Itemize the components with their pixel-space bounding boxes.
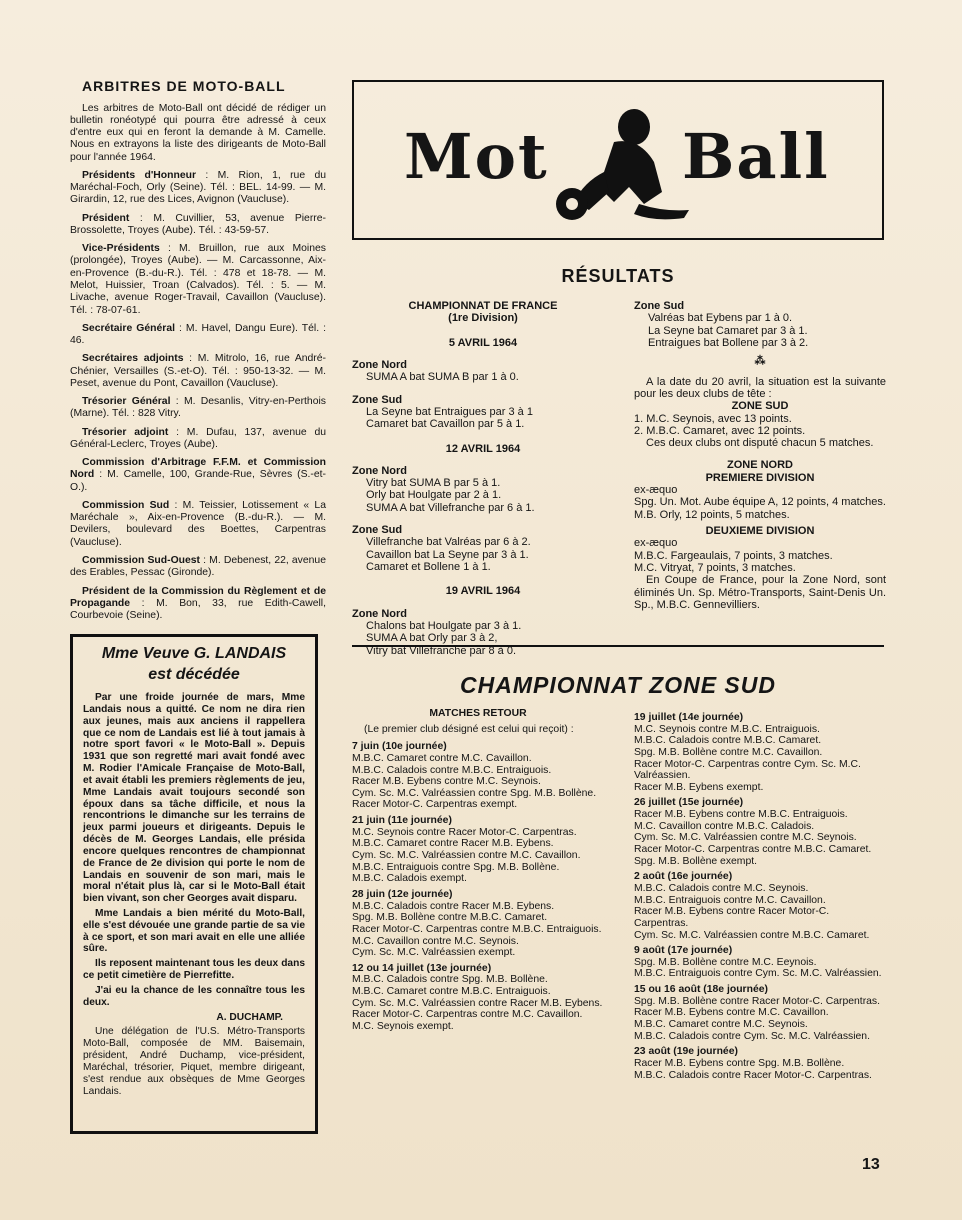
result-line: La Seyne bat Entraigues par 3 à 1 [366, 405, 533, 418]
div2-standings [634, 537, 886, 574]
motorcycle-rider-icon [544, 92, 694, 232]
article-intro: Les arbitres de Moto-Ball ont décidé de rédiger un bulletin ronéotypé qui pourra être adressé à ceux d'entre eux qui en feront la demande à M. Camelle. Nous en extrayons la liste des dirigeants de Moto-Ball pour l'année 1964. [70, 102, 326, 163]
zone-sud-standings [634, 413, 886, 438]
match-item: Cym. Sc. M.C. Valréassien contre Spg. M.B. Bollène. [352, 787, 597, 799]
championship-heading: CHAMPIONNAT DE FRANCE [408, 300, 558, 312]
match-item: M.B.C. Entraiguois contre Cym. Sc. M.C. Valréassien. [634, 968, 882, 980]
zone-sud-heading: ZONE SUD [731, 400, 789, 413]
match-item: M.B.C. Caladois exempt. [352, 873, 467, 885]
match-item: M.B.C. Caladois contre M.C. Seynois. [634, 882, 809, 894]
match-item: M.C. Seynois contre Racer Motor-C. Carpentras. [352, 826, 577, 838]
result-line: Camaret et Bollene 1 à 1. [366, 561, 491, 573]
results-column-2 [634, 300, 886, 611]
obituary-paragraph: Ils reposent maintenant tous les deux dans ce petit cimetière de Pierrefitte. [83, 958, 305, 982]
matchday-heading: 12 ou 14 juillet (13e journée) [352, 962, 492, 974]
schedule-days [352, 741, 604, 1032]
division-heading: (1re Division) [448, 312, 518, 325]
official-role: Secrétaire Général [82, 322, 175, 334]
zone-heading: Zone Sud [634, 300, 685, 312]
match-item: Spg. M.B. Bollène exempt. [634, 855, 758, 867]
logo-text-right: Ball [682, 120, 830, 193]
match-item: M.B.C. Entraiguois contre Spg. M.B. Bollène. [352, 861, 560, 873]
logo-text-left: Mot [404, 120, 549, 193]
official-entry [70, 457, 326, 494]
official-entry [70, 500, 326, 549]
result-line: Vitry bat Villefranche par 8 à 0. [366, 644, 517, 657]
match-item: Spg. M.B. Bollène contre Racer Motor-C. Carpentras. [634, 995, 881, 1007]
zone-heading: Zone Nord [352, 464, 407, 477]
schedule-note: (Le premier club désigné est celui qui reçoit) : [364, 723, 574, 735]
div1-standings [634, 484, 886, 521]
official-role: Présidents d'Honneur [82, 169, 197, 181]
result-line: Orly bat Houlgate par 2 à 1. [366, 489, 502, 502]
standing-item: ex-æquo [634, 537, 678, 550]
result-line: Villefranche bat Valréas par 6 à 2. [366, 536, 531, 549]
results-by-date [352, 337, 614, 657]
match-item: Cym. Sc. M.C. Valréassien contre Racer M.B. Eybens. [352, 997, 603, 1009]
official-entry [70, 213, 326, 238]
match-item: M.C. Seynois contre M.B.C. Entraiguois. [634, 723, 820, 735]
match-item: Spg. M.B. Bollène contre M.C. Cavaillon. [634, 746, 823, 758]
official-details: : M. Bruillon, rue aux Moines (prolongée), Troyes (Aube). — M. Carcassonne, Aix-en-Provence (B.-du-R.). Tél. : 478 et 18-78. — M. Melot, Huissier, Troan (Calvados). Tél. : 5. — M. Livache, avenue Roger-Travail, Cavaillon (Vaucluse). Tél. : 78-07-61. [70, 243, 326, 316]
obituary-paragraph: J'ai eu la chance de les connaître tous les deux. [83, 984, 305, 1008]
result-line: SUMA A bat SUMA B par 1 à 0. [366, 371, 519, 384]
standing-item: M.B. Orly, 12 points, 5 matches. [634, 508, 790, 521]
official-role: Secrétaires adjoints [82, 353, 184, 365]
match-date: 12 AVRIL 1964 [445, 442, 521, 455]
matchday-heading: 9 août (17e journée) [634, 945, 733, 957]
official-role: Trésorier adjoint [82, 426, 169, 438]
official-details: : M. Teissier, Lotissement « La Maréchale », Aix-en-Provence (B.-du-R.). — M. Devilers, boulevard des Boettes, Carpentras (Vaucluse). [70, 499, 326, 548]
schedule-subtitle: MATCHES RETOUR [429, 708, 527, 719]
official-details: : M. Havel, Dangu Eure). Tél. : 46. [70, 322, 326, 347]
match-item: Racer Motor-C. Carpentras contre Cym. Sc. M.C. Valréassien. [634, 758, 861, 782]
page-number: 13 [862, 1156, 880, 1173]
matchday-heading: 21 juin (11e journée) [352, 815, 452, 827]
match-item: Racer M.B. Eybens exempt. [634, 781, 764, 793]
match-item: M.C. Seynois exempt. [352, 1021, 454, 1033]
matchday-heading: 23 août (19e journée) [634, 1046, 738, 1058]
match-item: Racer M.B. Eybens contre Racer Motor-C. Carpentras. [634, 906, 830, 929]
match-item: M.B.C. Caladois contre Racer Motor-C. Carpentras. [634, 1069, 872, 1081]
match-item: Racer Motor-C. Carpentras contre M.B.C. Camaret. [634, 844, 872, 856]
schedule-column-2 [634, 708, 886, 1081]
match-item: M.B.C. Caladois contre M.B.C. Camaret. [634, 735, 822, 747]
situation-text: A la date du 20 avril, la situation est la suivante pour les deux clubs de tête : [634, 375, 886, 400]
section-divider [352, 645, 884, 647]
result-line: Vitry bat SUMA B par 5 à 1. [366, 477, 501, 490]
obituary-paragraph: Une délégation de l'U.S. Métro-Transports Moto-Ball, composée de MM. Baisemain, président, André Duchamp, vice-président, Maréchal, trésorier, Piquet, membre dirigeant, s'est rendue aux obsèques de Mme Georges Landais. [83, 1026, 305, 1097]
obituary-paragraph: Par une froide journée de mars, Mme Landais nous a quitté. Ce nom ne dira rien aux jeunes, mais aux anciens il rappellera que ce nom de Landais est lié à tout jamais à notre sport favori « le Moto-Ball ». Depuis 1931 que son regretté mari avait fondé avec M. Rodier l'Amicale Française de Moto-Ball, et avait établi les premiers règlements de jeu, Mme Landais avait toujours secondé son époux dans sa tâche difficile, et nous la rencontrions le dimanche sur les terrains de jeux parmi joueurs et dirigeants. Depuis le décès de M. Georges Landais, elle présida encore quelques rencontres de championnat de France de 2e division qui porte le nom de Landais en souvenir de son mari, mais le moral n'était plus là, car si le Moto-Ball était bien vivant, son cher Georges avait disparu. [83, 692, 305, 905]
referees-article [70, 78, 326, 628]
official-details: : M. Camelle, 100, Grande-Rue, Sèvres (S.-et-O.). [70, 469, 326, 493]
obituary-paragraph: Mme Landais a bien mérité du Moto-Ball, elle s'est dévouée une grande partie de sa vie à ce sport, et son mari avait en elle une alliée sûre. [83, 908, 305, 955]
standing-item: Spg. Un. Mot. Aube équipe A, 12 points, 4 matches. [634, 496, 886, 509]
match-item: M.C. Cavaillon contre M.C. Seynois. [352, 935, 519, 947]
standing-item: 2. M.B.C. Camaret, avec 12 points. [634, 424, 806, 437]
official-role: Commission Sud-Ouest [82, 555, 201, 567]
official-role: Commission d'Arbitrage F.F.M. et Commission Nord [70, 457, 326, 481]
match-item: M.B.C. Entraiguois contre M.C. Cavaillon. [634, 894, 826, 906]
zone-heading: Zone Nord [352, 358, 407, 371]
official-role: Vice-Présidents [82, 243, 160, 255]
matchday-heading: 15 ou 16 août (18e journée) [634, 984, 768, 996]
zone-heading: Zone Sud [352, 524, 403, 537]
result-line: Valréas bat Eybens par 1 à 0. [648, 312, 793, 325]
div2-heading: DEUXIEME DIVISION [705, 525, 815, 537]
match-item: Racer M.B. Eybens contre Spg. M.B. Bollène. [634, 1057, 845, 1069]
match-item: M.B.C. Camaret contre Racer M.B. Eybens. [352, 838, 554, 850]
coupe-text: En Coupe de France, pour la Zone Nord, sont éliminés Un. Sp. Métro-Transports, Saint-Denis Un. Sp., M.B.C. Gennevilliers. [634, 574, 886, 611]
match-item: Racer Motor-C. Carpentras exempt. [352, 799, 518, 811]
matchday-heading: 2 août (16e journée) [634, 871, 733, 883]
match-item: Racer M.B. Eybens contre M.C. Seynois. [352, 776, 541, 788]
match-item: Racer Motor-C. Carpentras contre M.C. Cavaillon. [352, 1009, 583, 1021]
standing-item: M.C. Vitryat, 7 points, 3 matches. [634, 561, 796, 574]
result-line: Camaret bat Cavaillon par 5 à 1. [366, 418, 525, 431]
official-details: : M. Mitrolo, 16, rue André-Chénier, Versailles (S.-et-O). Tél. : 950-13-32. — M. Peset, avenue du Pont, Cavaillon (Vaucluse). [70, 353, 327, 389]
div1-heading: PREMIERE DIVISION [705, 471, 815, 484]
match-item: Cym. Sc. M.C. Valréassien contre M.C. Seynois. [634, 832, 857, 844]
official-details: : M. Rion, 1, rue du Maréchal-Foch, Orly (Seine). Tél. : BEL. 14-99. — M. Girardin, 12, rue des Lices, Avignon (Vaucluse). [70, 169, 326, 206]
official-details: : M. Cuvillier, 53, avenue Pierre-Brossolette, Troyes (Aube). Tél. : 43-59-57. [70, 212, 326, 236]
officials-list [70, 170, 326, 623]
match-item: Cym. Sc. M.C. Valréassien contre M.C. Cavaillon. [352, 850, 581, 862]
match-item: Racer M.B. Eybens contre M.C. Cavaillon. [634, 1007, 829, 1019]
matchday-heading: 28 juin (12e journée) [352, 888, 453, 900]
result-line: La Seyne bat Camaret par 3 à 1. [648, 324, 808, 337]
obituary-box [70, 634, 318, 1134]
official-entry [70, 353, 326, 390]
official-role: Président [82, 212, 130, 224]
results-title: RÉSULTATS [561, 266, 675, 286]
official-role: Trésorier Général [82, 396, 171, 408]
obituary-title: Mme Veuve G. LANDAIS [101, 645, 287, 662]
match-item: M.B.C. Camaret contre M.C. Seynois. [634, 1019, 808, 1031]
standing-item: M.B.C. Fargeaulais, 7 points, 3 matches. [634, 549, 833, 562]
result-line: SUMA A bat Villefranche par 6 à 1. [366, 501, 535, 514]
match-item: Racer M.B. Eybens contre M.B.C. Entraiguois. [634, 809, 848, 821]
result-line: SUMA A bat Orly par 3 à 2, [366, 632, 498, 645]
match-item: Spg. M.B. Bollène contre M.B.C. Camaret. [352, 912, 548, 924]
standing-item: 1. M.C. Seynois, avec 13 points. [634, 412, 792, 425]
result-line: Cavaillon bat La Seyne par 3 à 1. [366, 548, 529, 561]
match-date: 19 AVRIL 1964 [445, 585, 521, 598]
championship-zone-sud-title: CHAMPIONNAT ZONE SUD [459, 672, 776, 698]
official-entry [70, 396, 326, 421]
separator-glyph: ⁂ [754, 355, 766, 368]
result-line: Entraigues bat Bollene par 3 à 2. [648, 336, 809, 349]
official-entry [70, 586, 326, 623]
official-role: Commission Sud [82, 499, 170, 511]
match-item: M.B.C. Caladois contre M.B.C. Entraiguois. [352, 764, 552, 776]
zone-heading: Zone Nord [352, 607, 407, 620]
official-entry [70, 427, 326, 452]
match-item: M.B.C. Caladois contre Spg. M.B. Bollène. [352, 974, 548, 986]
schedule-column-1 [352, 708, 604, 1033]
match-item: M.B.C. Camaret contre M.C. Cavaillon. [352, 752, 532, 764]
official-details: : M. Debenest, 22, avenue des Erables, Pessac (Gironde). [70, 555, 326, 579]
official-details: : M. Desanlis, Vitry-en-Perthois (Marne). Tél. : 828 Vitry. [70, 396, 326, 420]
zone-sud-note: Ces deux clubs ont disputé chacun 5 matches. [646, 437, 874, 450]
official-entry [70, 243, 326, 317]
zone-heading: Zone Sud [352, 393, 403, 406]
match-item: Cym. Sc. M.C. Valréassien contre M.B.C. Camaret. [634, 929, 870, 941]
moto-ball-logo [352, 80, 884, 240]
match-item: M.B.C. Camaret contre M.B.C. Entraiguois. [352, 986, 551, 998]
result-lines [634, 312, 886, 349]
match-item: M.B.C. Caladois contre Racer M.B. Eybens. [352, 900, 555, 912]
result-line: Chalons bat Houlgate par 3 à 1. [366, 619, 522, 632]
results-column-1 [352, 300, 614, 657]
matchday-heading: 26 juillet (15e journée) [634, 797, 744, 809]
matchday-heading: 7 juin (10e journée) [352, 741, 447, 753]
article-title: ARBITRES DE MOTO-BALL [82, 78, 286, 94]
match-item: M.C. Cavaillon contre M.B.C. Caladois. [634, 820, 815, 832]
official-details: : M. Dufau, 137, avenue du Général-Leclerc, Troyes (Aube). [70, 426, 326, 450]
official-entry [70, 555, 326, 580]
match-item: Spg. M.B. Bollène contre M.C. Eeynois. [634, 956, 817, 968]
match-item: Racer Motor-C. Carpentras contre M.B.C. Entraiguois. [352, 923, 602, 935]
obituary-subtitle: est décédée [148, 665, 240, 683]
match-item: M.B.C. Caladois contre Cym. Sc. M.C. Valréassien. [634, 1030, 870, 1042]
matchday-heading: 19 juillet (14e journée) [634, 712, 744, 723]
zone-nord-heading: ZONE NORD [727, 459, 793, 472]
obituary-signature: A. DUCHAMP. [216, 1011, 283, 1023]
match-date: 5 AVRIL 1964 [448, 336, 518, 349]
official-role: Président de la Commission du Règlement et de Propagande [70, 585, 326, 609]
official-entry [70, 323, 326, 348]
official-entry [70, 170, 326, 207]
official-details: : M. Bon, 33, rue Edith-Cawell, Courbevoie (Seine). [70, 597, 326, 622]
standing-item: ex-æquo [634, 484, 678, 497]
match-item: Cym. Sc. M.C. Valréassien exempt. [352, 947, 516, 959]
schedule-days [634, 712, 886, 1081]
